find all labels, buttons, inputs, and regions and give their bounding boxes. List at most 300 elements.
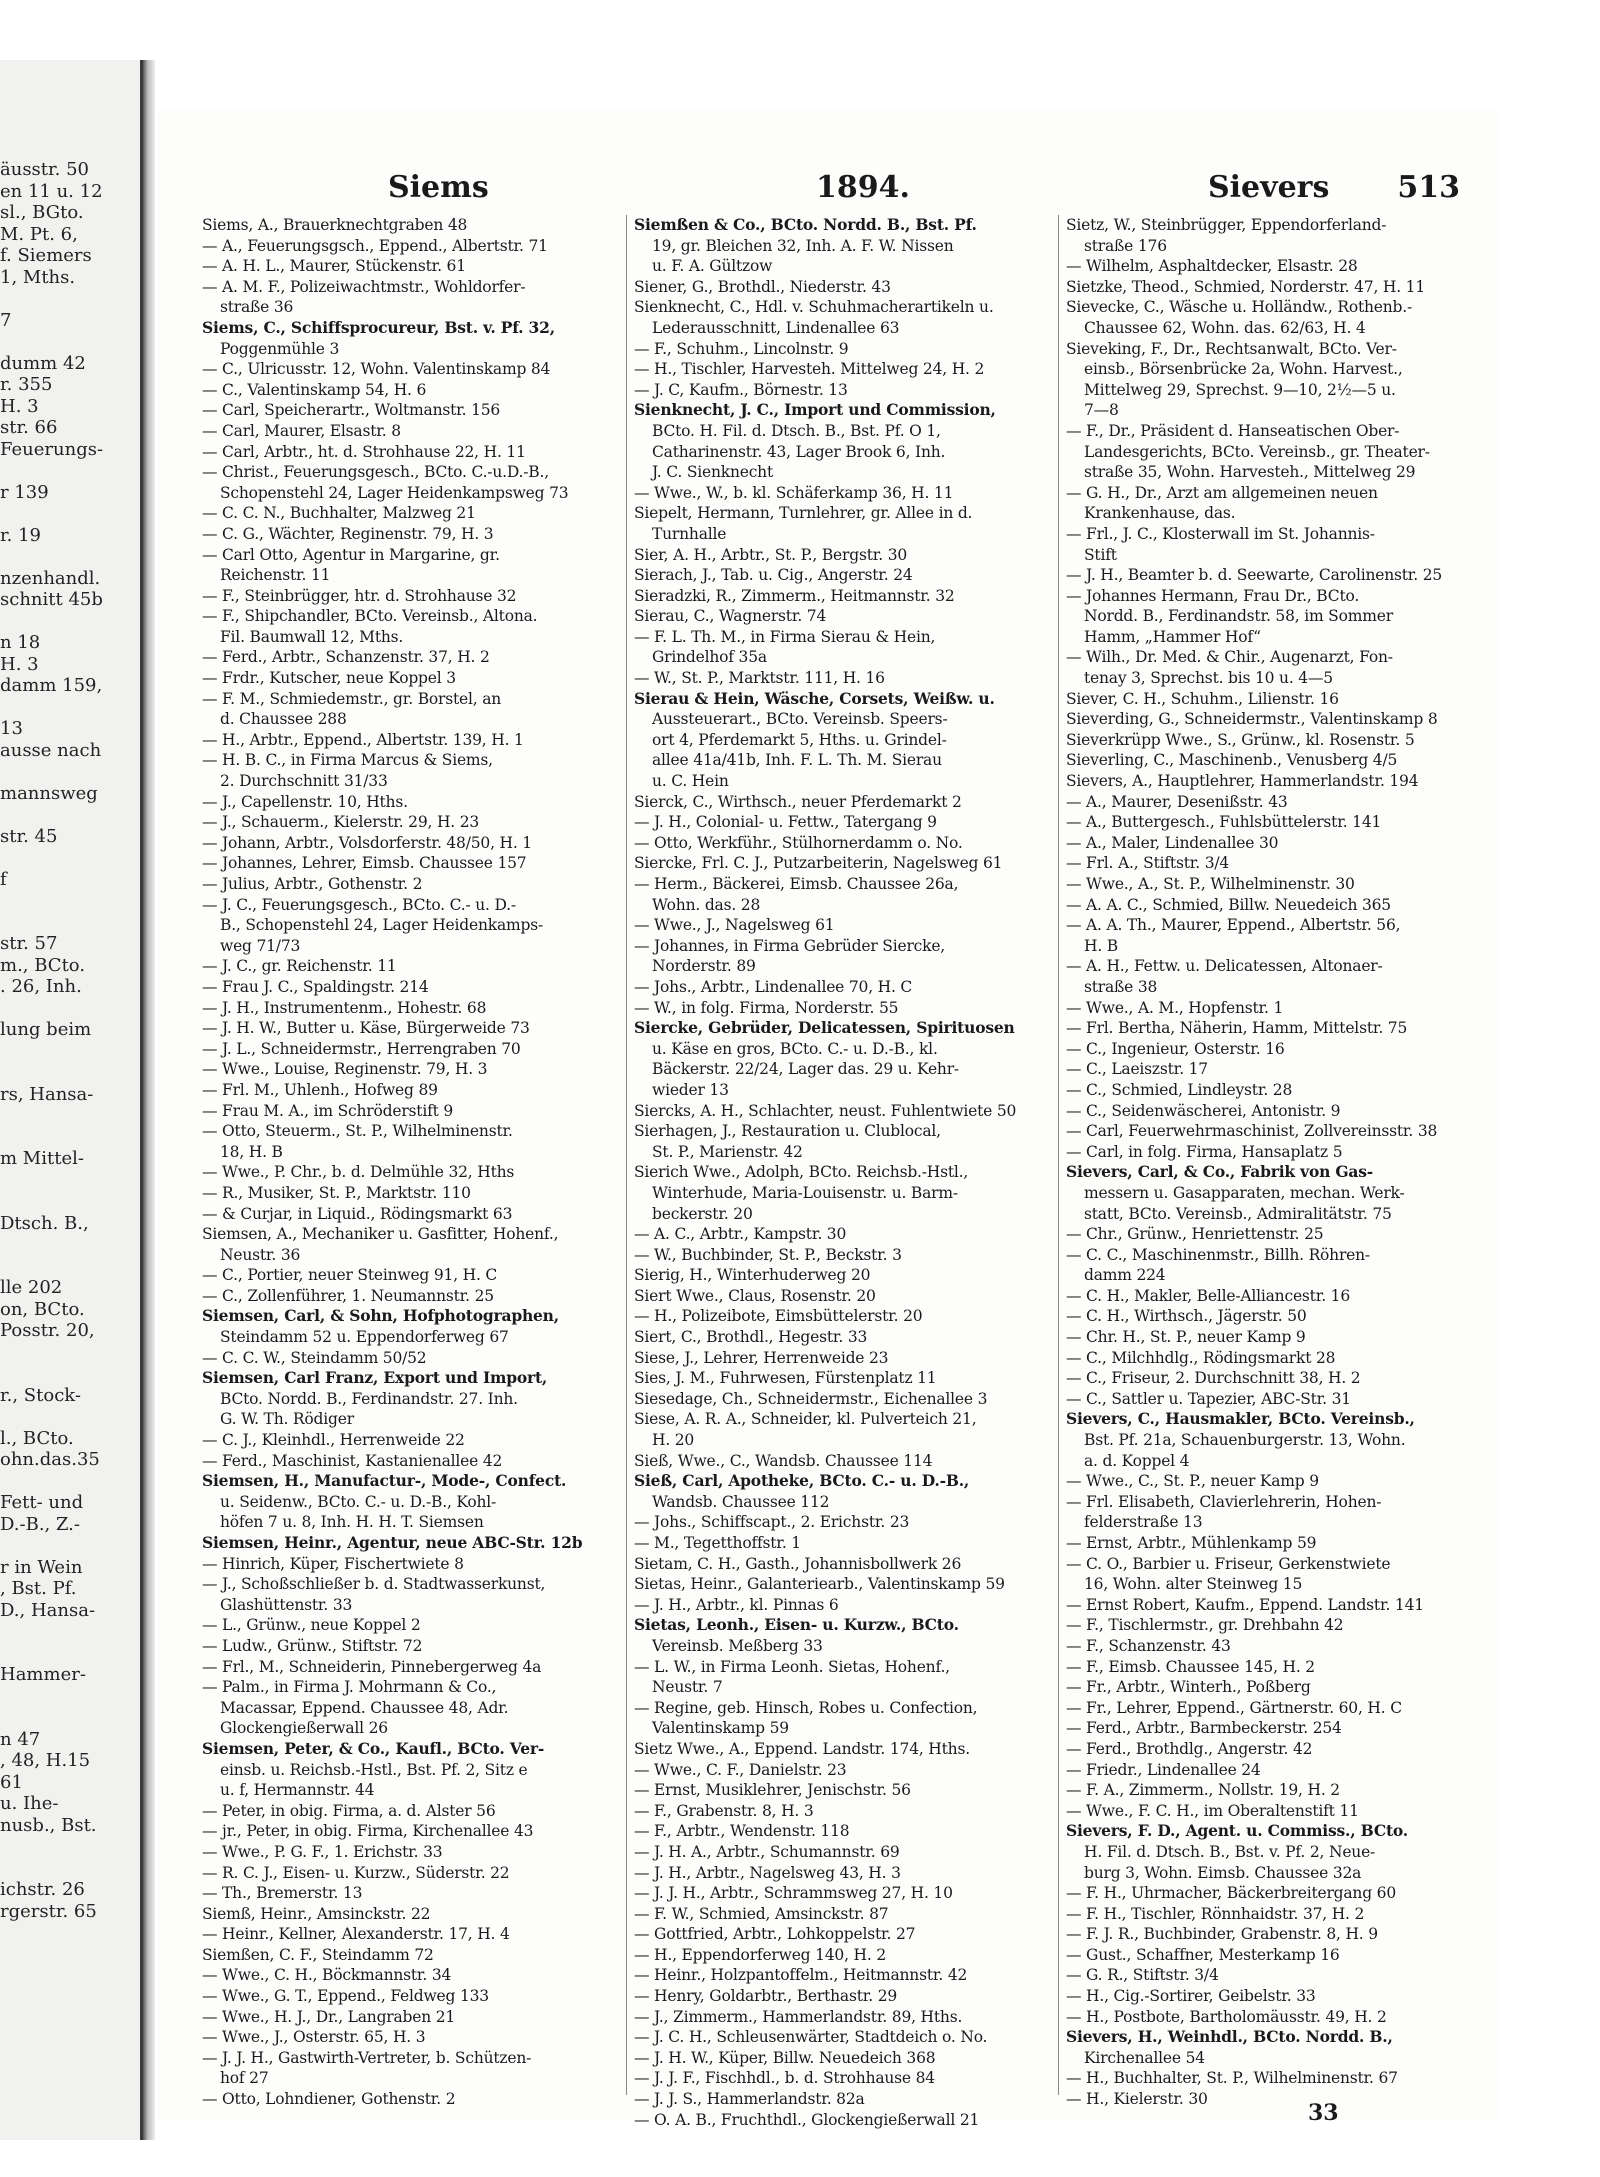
directory-entry: Siemßen & Co., BCto. Nordd. B., Bst. Pf.: [634, 215, 977, 234]
directory-entry: — J. H., Colonial- u. Fettw., Tatergang 9: [634, 813, 937, 832]
directory-entry: — F. W., Schmied, Amsinckstr. 87: [634, 1904, 889, 1923]
directory-entry: — Frau M. A., im Schröderstift 9: [202, 1101, 454, 1120]
signature-mark: 33: [1308, 2100, 1339, 2126]
directory-entry: — Peter, in obig. Firma, a. d. Alster 56: [202, 1801, 496, 1820]
directory-entry: — Johs., Schiffscapt., 2. Erichstr. 23: [634, 1513, 910, 1532]
directory-entry: — F. M., Schmiedemstr., gr. Borstel, an: [202, 689, 502, 708]
directory-entry: Reichenstr. 11: [220, 566, 331, 585]
directory-entry: damm 224: [1084, 1266, 1166, 1285]
left-page-fragment-line: H. 3: [0, 395, 39, 417]
directory-entry: — Wwe., J., Nagelsweg 61: [634, 916, 835, 935]
left-page-fragment-line: 1, Mths.: [0, 266, 76, 288]
directory-entry: — C., Ingenieur, Osterstr. 16: [1066, 1039, 1285, 1058]
header-left-word: Siems: [388, 170, 489, 205]
directory-entry: — J., Capellenstr. 10, Hths.: [202, 792, 408, 811]
left-page-fragment-line: en 11 u. 12: [0, 180, 103, 202]
left-page-fragment-line: u. Ihe-: [0, 1793, 59, 1814]
left-page-fragment-line: 13: [0, 718, 23, 739]
directory-entry: straße 38: [1084, 977, 1158, 996]
directory-entry: weg 71/73: [220, 936, 301, 955]
directory-entry: — C., Schmied, Lindleystr. 28: [1066, 1080, 1293, 1099]
directory-page: [158, 110, 1500, 2129]
directory-entry: — Frl., M., Schneiderin, Pinnebergerweg 4a: [202, 1657, 542, 1676]
directory-entry: — Chr. H., St. P., neuer Kamp 9: [1066, 1328, 1306, 1347]
directory-entry: Sieradzki, R., Zimmerm., Heitmannstr. 32: [634, 586, 955, 605]
left-page-fragment-line: r., Stock-: [0, 1384, 81, 1406]
directory-entry: Krankenhause, das.: [1084, 504, 1236, 523]
directory-entry: — Wwe., W., b. kl. Schäferkamp 36, H. 11: [634, 483, 954, 502]
directory-entry: — J. H. W., Küper, Billw. Neuedeich 368: [634, 2048, 936, 2067]
column-divider: [1058, 215, 1059, 2095]
directory-entry: 19, gr. Bleichen 32, Inh. A. F. W. Nissen: [652, 236, 954, 255]
directory-entry: u. C. Hein: [652, 772, 729, 791]
left-page-fragment-line: str. 57: [0, 933, 58, 954]
directory-entry: Bst. Pf. 21a, Schauenburgerstr. 13, Wohn.: [1084, 1431, 1406, 1450]
left-page-fragment-line: r in Wein: [0, 1556, 83, 1578]
directory-entry: Aussteuerart., BCto. Vereinsb. Speers-: [652, 710, 948, 729]
directory-entry: — Frl. A., Stiftstr. 3/4: [1066, 854, 1230, 873]
directory-entry: — C., Valentinskamp 54, H. 6: [202, 380, 427, 399]
left-page-fragment-line: Hammer-: [0, 1664, 86, 1685]
directory-entry: — H., Cig.-Sortirer, Geibelstr. 33: [1066, 1987, 1316, 2006]
directory-entry: — Gust., Schaffner, Mesterkamp 16: [1066, 1945, 1340, 1964]
directory-entry: — Frl., J. C., Klosterwall im St. Johannis-: [1066, 524, 1375, 543]
directory-entry: 18, H. B: [220, 1142, 283, 1161]
left-page-fragment-line: f. Siemers: [0, 245, 92, 266]
directory-entry: Kirchenallee 54: [1084, 2048, 1205, 2067]
directory-entry: Siems, A., Brauerknechtgraben 48: [202, 216, 468, 234]
directory-entry: — C. C., Maschinenmstr., Billh. Röhren-: [1066, 1245, 1370, 1264]
directory-entry: Siener, G., Brothdl., Niederstr. 43: [634, 277, 891, 296]
directory-entry: — Chr., Grünw., Henriettenstr. 25: [1066, 1225, 1324, 1244]
directory-entry: Norderstr. 89: [652, 957, 756, 976]
directory-entry: Sievers, H., Weinhdl., BCto. Nordd. B.,: [1066, 2027, 1393, 2047]
directory-entry: Siemsen, H., Manufactur-, Mode-, Confect.: [202, 1471, 567, 1491]
directory-entry: H. Fil. d. Dtsch. B., Bst. v. Pf. 2, Neue-: [1084, 1842, 1376, 1861]
left-page-fragment-line: m Mittel-: [0, 1148, 84, 1169]
directory-entry: Poggenmühle 3: [220, 339, 340, 358]
directory-entry: — W., Buchbinder, St. P., Beckstr. 3: [634, 1245, 902, 1264]
left-page-fragment-line: ichstr. 26: [0, 1879, 85, 1900]
left-page-fragment-line: Posstr. 20,: [0, 1320, 95, 1341]
left-page-fragment-line: Fett- und: [0, 1492, 84, 1513]
directory-entry: — Johannes, in Firma Gebrüder Siercke,: [634, 936, 946, 955]
left-page-fragment-line: äusstr. 50: [0, 159, 90, 180]
directory-entry: — C., Friseur, 2. Durchschnitt 38, H. 2: [1066, 1369, 1361, 1388]
directory-entry: 16, Wohn. alter Steinweg 15: [1084, 1575, 1303, 1594]
directory-entry: — C., Seidenwäscherei, Antonistr. 9: [1066, 1101, 1341, 1120]
directory-entry: Siemsen, A., Mechaniker u. Gasfitter, Hohenf.,: [202, 1225, 559, 1244]
directory-entry: Siems, C., Schiffsprocureur, Bst. v. Pf. 32,: [202, 317, 555, 337]
directory-entry: — Wwe., G. T., Eppend., Feldweg 133: [202, 1987, 489, 2006]
directory-entry: Siemsen, Carl, & Sohn, Hofphotographen,: [202, 1306, 559, 1326]
directory-entry: Grindelhof 35a: [652, 648, 767, 667]
directory-entry: — H., Tischler, Harvesteh. Mittelweg 24, H. 2: [634, 360, 985, 379]
column-1: [202, 215, 624, 2109]
directory-entry: höfen 7 u. 8, Inh. H. H. T. Siemsen: [220, 1513, 484, 1532]
directory-entry: — C. C. N., Buchhalter, Malzweg 21: [202, 504, 476, 523]
directory-entry: Sietz Wwe., A., Eppend. Landstr. 174, Hths.: [634, 1739, 970, 1758]
directory-entry: — Wwe., F. C. H., im Oberaltenstift 11: [1066, 1801, 1359, 1820]
directory-entry: Siercke, Frl. C. J., Putzarbeiterin, Nagelsweg 61: [634, 854, 1003, 873]
left-page-fragment-line: , Bst. Pf.: [0, 1578, 77, 1599]
directory-entry: Sierau & Hein, Wäsche, Corsets, Weißw. u.: [634, 688, 995, 708]
directory-entry: — J. J. S., Hammerlandstr. 82a: [634, 2090, 865, 2109]
directory-entry: Siesedage, Ch., Schneidermstr., Eichenallee 3: [634, 1389, 988, 1408]
left-page-fragment-line: l., BCto.: [0, 1427, 74, 1449]
left-page-fragment: [0, 60, 143, 2140]
directory-entry: — J. J. H., Arbtr., Schrammsweg 27, H. 10: [634, 1884, 953, 1903]
directory-entry: — Wwe., P. Chr., b. d. Delmühle 32, Hths: [202, 1163, 515, 1182]
left-page-fragment-line: nzenhandl.: [0, 567, 101, 589]
directory-entry: H. B: [1084, 936, 1118, 955]
directory-entry: — O. A. B., Fruchthdl., Glockengießerwall 21: [634, 2110, 980, 2129]
directory-entry: Siese, A. R. A., Schneider, kl. Pulverteich 21,: [634, 1410, 977, 1429]
directory-entry: — F., Grabenstr. 8, H. 3: [634, 1801, 814, 1820]
directory-entry: — Carl, in folg. Firma, Hansaplatz 5: [1066, 1142, 1343, 1161]
directory-entry: — H., Arbtr., Eppend., Albertstr. 139, H. 1: [202, 730, 524, 749]
left-page-fragment-line: sl., BGto.: [0, 202, 84, 223]
directory-entry: straße 35, Wohn. Harvesteh., Mittelweg 29: [1084, 463, 1416, 482]
directory-entry: — Otto, Werkführ., Stülhornerdamm o. No.: [634, 833, 963, 852]
directory-entry: Nordd. B., Ferdinandstr. 58, im Sommer: [1084, 607, 1393, 626]
directory-entry: — F., Schuhm., Lincolnstr. 9: [634, 339, 849, 358]
directory-entry: Sierig, H., Winterhuderweg 20: [634, 1266, 871, 1285]
directory-entry: Catharinenstr. 43, Lager Brook 6, Inh.: [652, 442, 946, 461]
directory-entry: Sierach, J., Tab. u. Cig., Angerstr. 24: [634, 566, 913, 585]
directory-entry: Sietas, Heinr., Galanteriearb., Valentinskamp 59: [634, 1575, 1005, 1594]
directory-entry: — C. H., Makler, Belle-Alliancestr. 16: [1066, 1286, 1350, 1305]
directory-entry: — Julius, Arbtr., Gothenstr. 2: [202, 875, 423, 893]
directory-entry: — F., Shipchandler, BCto. Vereinsb., Altona.: [202, 607, 538, 626]
directory-entry: G. W. Th. Rödiger: [220, 1410, 354, 1429]
left-page-fragment-line: m., BCto.: [0, 954, 86, 976]
directory-entry: — Regine, geb. Hinsch, Robes u. Confection,: [634, 1698, 978, 1717]
directory-entry: — Fr., Arbtr., Winterh., Poßberg: [1066, 1678, 1311, 1697]
directory-entry: — Ferd., Maschinist, Kastanienallee 42: [202, 1451, 503, 1470]
directory-entry: Macassar, Eppend. Chaussee 48, Adr.: [220, 1698, 509, 1717]
directory-entry: straße 36: [220, 298, 294, 317]
directory-entry: — J., Schoßschließer b. d. Stadtwasserkunst,: [202, 1575, 546, 1594]
directory-entry: — G. R., Stiftstr. 3/4: [1066, 1966, 1219, 1985]
directory-entry: — Fr., Lehrer, Eppend., Gärtnerstr. 60, H. C: [1066, 1698, 1402, 1717]
directory-entry: — C. G., Wächter, Reginenstr. 79, H. 3: [202, 524, 494, 543]
directory-entry: — Johann, Arbtr., Volsdorferstr. 48/50, H. 1: [202, 833, 532, 852]
directory-entry: felderstraße 13: [1084, 1513, 1203, 1532]
directory-entry: — Frl. Bertha, Näherin, Hamm, Mittelstr. 75: [1066, 1019, 1408, 1038]
directory-entry: d. Chaussee 288: [220, 710, 347, 729]
directory-entry: — F., Schanzenstr. 43: [1066, 1636, 1231, 1655]
directory-entry: — Wwe., J., Osterstr. 65, H. 3: [202, 2028, 426, 2047]
directory-entry: — & Curjar, in Liquid., Rödingsmarkt 63: [202, 1204, 513, 1223]
left-page-fragment-line: damm 159,: [0, 675, 103, 696]
left-page-fragment-line: . 26, Inh.: [0, 976, 82, 997]
directory-entry: — jr., Peter, in obig. Firma, Kirchenallee 43: [202, 1822, 534, 1841]
directory-entry: — H., Postbote, Bartholomäusstr. 49, H. 2: [1066, 2007, 1387, 2026]
column-3: [1066, 215, 1488, 2109]
left-page-fragment-line: str. 45: [0, 825, 58, 847]
directory-entry: — M., Tegetthoffstr. 1: [634, 1534, 801, 1552]
directory-entry: Sierau, C., Wagnerstr. 74: [634, 607, 827, 626]
directory-entry: beckerstr. 20: [652, 1204, 753, 1223]
directory-entry: allee 41a/41b, Inh. F. L. Th. M. Sierau: [652, 751, 942, 770]
directory-entry: — Wwe., P. G. F., 1. Erichstr. 33: [202, 1842, 443, 1861]
column-divider: [626, 215, 627, 2095]
left-page-fragment-line: D.-B., Z.-: [0, 1513, 80, 1535]
directory-entry: Sies, J. M., Fuhrwesen, Fürstenplatz 11: [634, 1369, 937, 1388]
directory-entry: St. P., Marienstr. 42: [652, 1142, 803, 1161]
directory-entry: — Johannes, Lehrer, Eimsb. Chaussee 157: [202, 854, 527, 873]
directory-entry: — Wwe., H. J., Dr., Langraben 21: [202, 2007, 456, 2026]
directory-entry: Neustr. 36: [220, 1245, 301, 1264]
directory-entry: u. F. A. Gültzow: [652, 257, 773, 276]
left-page-fragment-line: D., Hansa-: [0, 1599, 96, 1621]
directory-entry: — Otto, Lohndiener, Gothenstr. 2: [202, 2090, 456, 2109]
directory-entry: — F., Steinbrügger, htr. d. Strohhause 32: [202, 586, 517, 605]
directory-entry: Siemsen, Peter, & Co., Kaufl., BCto. Ver-: [202, 1738, 545, 1758]
running-header: [188, 170, 1460, 210]
left-page-fragment-line: 61: [0, 1771, 23, 1793]
directory-entry: — Frdr., Kutscher, neue Koppel 3: [202, 669, 456, 688]
directory-entry: Wohn. das. 28: [652, 895, 761, 914]
directory-entry: — J. J. H., Gastwirth-Vertreter, b. Schützen-: [202, 2048, 532, 2067]
directory-entry: — A. C., Arbtr., Kampstr. 30: [634, 1225, 847, 1244]
directory-entry: Sievecke, C., Wäsche u. Holländw., Rothenb.-: [1066, 298, 1413, 317]
directory-entry: Sienknecht, C., Hdl. v. Schuhmacherartikeln u.: [634, 298, 994, 317]
left-page-fragment-line: lung beim: [0, 1019, 92, 1040]
directory-entry: Fil. Baumwall 12, Mths.: [220, 627, 404, 646]
directory-entry: — H., Kielerstr. 30: [1066, 2090, 1208, 2109]
directory-entry: statt, BCto. Vereinsb., Admiralitätstr. 75: [1084, 1204, 1392, 1223]
left-page-fragment-line: str. 66: [0, 417, 58, 438]
directory-entry: — Otto, Steuerm., St. P., Wilhelminenstr.: [202, 1122, 513, 1141]
directory-entry: Sietam, C. H., Gasth., Johannisbollwerk 26: [634, 1554, 962, 1573]
directory-entry: BCto. H. Fil. d. Dtsch. B., Bst. Pf. O 1,: [652, 421, 941, 440]
directory-entry: — F., Dr., Präsident d. Hanseatischen Ober-: [1066, 421, 1400, 440]
directory-entry: — H., Eppendorferweg 140, H. 2: [634, 1945, 886, 1964]
directory-entry: burg 3, Wohn. Eimsb. Chaussee 32a: [1084, 1863, 1362, 1882]
directory-entry: Sietzke, Theod., Schmied, Norderstr. 47, H. 11: [1066, 277, 1426, 296]
directory-entry: — Th., Bremerstr. 13: [202, 1884, 363, 1903]
directory-entry: — Frl. Elisabeth, Clavierlehrerin, Hohen-: [1066, 1492, 1382, 1511]
directory-entry: — Johannes Hermann, Frau Dr., BCto.: [1066, 586, 1360, 605]
directory-entry: — J. H. A., Arbtr., Schumannstr. 69: [634, 1842, 900, 1861]
left-page-fragment-line: n 47: [0, 1728, 41, 1750]
directory-entry: Siercks, A. H., Schlachter, neust. Fuhlentwiete 50: [634, 1101, 1017, 1120]
directory-entry: Sierck, C., Wirthsch., neuer Pferdemarkt 2: [634, 792, 962, 811]
left-page-fragment-line: r. 19: [0, 524, 41, 546]
directory-entry: Sieß, Wwe., C., Wandsb. Chaussee 114: [634, 1451, 933, 1470]
directory-entry: — Ernst, Arbtr., Mühlenkamp 59: [1066, 1534, 1317, 1552]
directory-entry: — C., Sattler u. Tapezier, ABC-Str. 31: [1066, 1389, 1351, 1408]
directory-entry: — Ferd., Arbtr., Schanzenstr. 37, H. 2: [202, 648, 490, 667]
directory-entry: Landesgerichts, BCto. Vereinsb., gr. Theater-: [1084, 442, 1430, 461]
directory-entry: — J. C, Kaufm., Börnestr. 13: [634, 380, 848, 399]
directory-entry: — C., Portier, neuer Steinweg 91, H. C: [202, 1266, 498, 1285]
directory-entry: Siert, C., Brothdl., Hegestr. 33: [634, 1328, 868, 1347]
directory-entry: messern u. Gasapparaten, mechan. Werk-: [1084, 1183, 1405, 1202]
directory-entry: tenay 3, Sprechst. bis 10 u. 4—5: [1084, 669, 1333, 688]
directory-entry: Sieß, Carl, Apotheke, BCto. C.- u. D.-B.,: [634, 1471, 970, 1491]
left-page-fragment-line: lle 202: [0, 1277, 63, 1298]
directory-entry: Sienknecht, J. C., Import und Commission,: [634, 400, 996, 420]
directory-entry: Sieveking, F., Dr., Rechtsanwalt, BCto. Ver-: [1066, 339, 1397, 358]
directory-entry: — F., Tischlermstr., gr. Drehbahn 42: [1066, 1616, 1344, 1635]
directory-entry: Siercke, Gebrüder, Delicatessen, Spirituosen: [634, 1018, 1015, 1038]
directory-entry: Turnhalle: [652, 524, 727, 543]
directory-entry: H. 20: [652, 1431, 695, 1450]
left-page-fragment-line: r. 355: [0, 374, 53, 395]
directory-entry: — F., Eimsb. Chaussee 145, H. 2: [1066, 1657, 1315, 1676]
column-2: [634, 215, 1056, 2129]
directory-entry: — C. O., Barbier u. Friseur, Gerkenstwiete: [1066, 1554, 1391, 1573]
left-page-fragment-line: rgerstr. 65: [0, 1900, 97, 1922]
directory-entry: — Ernst, Musiklehrer, Jenischstr. 56: [634, 1781, 911, 1800]
directory-entry: — C., Zollenführer, 1. Neumannstr. 25: [202, 1286, 494, 1305]
directory-entry: — Carl, Maurer, Elsastr. 8: [202, 421, 401, 440]
directory-entry: — Wwe., A. M., Hopfenstr. 1: [1066, 998, 1284, 1017]
directory-entry: Bäckerstr. 22/24, Lager das. 29 u. Kehr-: [652, 1060, 959, 1079]
directory-entry: wieder 13: [652, 1080, 729, 1099]
directory-entry: — Ernst Robert, Kaufm., Eppend. Landstr. 141: [1066, 1595, 1424, 1614]
directory-entry: — Ferd., Brothdlg., Angerstr. 42: [1066, 1739, 1313, 1758]
directory-entry: — F. A., Zimmerm., Nollstr. 19, H. 2: [1066, 1781, 1340, 1800]
directory-entry: Winterhude, Maria-Louisenstr. u. Barm-: [652, 1183, 958, 1202]
directory-entry: u. f, Hermannstr. 44: [220, 1781, 375, 1800]
directory-entry: ort 4, Pferdemarkt 5, Hths. u. Grindel-: [652, 730, 947, 749]
directory-entry: — F. L. Th. M., in Firma Sierau & Hein,: [634, 627, 936, 646]
directory-entry: J. C. Sienknecht: [652, 463, 773, 482]
left-page-fragment-line: mannsweg: [0, 782, 98, 804]
directory-entry: — A., Buttergesch., Fuhlsbüttelerstr. 141: [1066, 813, 1382, 832]
directory-entry: — C. C. W., Steindamm 50/52: [202, 1348, 427, 1367]
left-page-fragment-line: schnitt 45b: [0, 589, 103, 610]
directory-entry: — C., Milchhdlg., Rödingsmarkt 28: [1066, 1348, 1336, 1367]
directory-entry: — H., Buchhalter, St. P., Wilhelminenstr. 67: [1066, 2069, 1398, 2088]
left-page-fragment-line: rs, Hansa-: [0, 1083, 94, 1105]
directory-entry: Sierich Wwe., Adolph, BCto. Reichsb.-Hstl.,: [634, 1163, 969, 1182]
directory-entry: u. Käse en gros, BCto. C.- u. D.-B., kl.: [652, 1039, 938, 1058]
directory-entry: — Wwe., C. F., Danielstr. 23: [634, 1760, 847, 1779]
directory-entry: Glashüttenstr. 33: [220, 1595, 353, 1614]
directory-entry: — H. B. C., in Firma Marcus & Siems,: [202, 751, 493, 770]
directory-entry: — J. H., Instrumentenm., Hohestr. 68: [202, 998, 487, 1017]
directory-entry: — F., Arbtr., Wendenstr. 118: [634, 1822, 850, 1841]
left-page-fragment-line: dumm 42: [0, 352, 86, 374]
directory-entry: — H., Polizeibote, Eimsbüttelerstr. 20: [634, 1307, 923, 1326]
directory-entry: — F. J. R., Buchbinder, Grabenstr. 8, H. 9: [1066, 1925, 1378, 1944]
directory-entry: Sieverling, C., Maschinenb., Venusberg 4/5: [1066, 751, 1398, 770]
left-page-fragment-line: f: [0, 868, 7, 890]
directory-entry: Siemßen, C. F., Steindamm 72: [202, 1945, 434, 1964]
directory-entry: Sievers, A., Hauptlehrer, Hammerlandstr. 194: [1066, 772, 1419, 791]
left-page-fragment-line: Feuerungs-: [0, 438, 104, 460]
directory-entry: — Henry, Goldarbtr., Berthastr. 29: [634, 1987, 898, 2006]
directory-entry: 7—8: [1084, 401, 1119, 420]
directory-entry: — J. L., Schneidermstr., Herrengraben 70: [202, 1039, 521, 1058]
directory-entry: — Carl, Feuerwehrmaschinist, Zollvereinsstr. 38: [1066, 1122, 1438, 1141]
directory-entry: Mittelweg 29, Sprechst. 9—10, 2½—5 u.: [1084, 380, 1396, 399]
directory-entry: — W., in folg. Firma, Norderstr. 55: [634, 998, 899, 1017]
directory-entry: — L., Grünw., neue Koppel 2: [202, 1616, 421, 1635]
directory-entry: — F. H., Tischler, Rönnhaidstr. 37, H. 2: [1066, 1904, 1365, 1923]
directory-entry: — A. A. Th., Maurer, Eppend., Albertstr. 56,: [1066, 916, 1401, 935]
directory-entry: — J. C., gr. Reichenstr. 11: [202, 957, 397, 976]
directory-entry: Lederausschnitt, Lindenallee 63: [652, 318, 900, 337]
directory-entry: — Heinr., Holzpantoffelm., Heitmannstr. 42: [634, 1966, 968, 1985]
directory-entry: — A., Maurer, Desenißstr. 43: [1066, 792, 1288, 811]
directory-entry: — J. H., Beamter b. d. Seewarte, Carolinenstr. 25: [1066, 566, 1443, 585]
directory-entry: — R., Musiker, St. P., Marktstr. 110: [202, 1183, 471, 1202]
directory-entry: — J., Schauerm., Kielerstr. 29, H. 23: [202, 813, 480, 832]
left-page-fragment-line: r 139: [0, 481, 49, 503]
directory-entry: Siemß, Heinr., Amsinckstr. 22: [202, 1904, 431, 1923]
directory-entry: Sievers, C., Hausmakler, BCto. Vereinsb.,: [1066, 1409, 1415, 1429]
directory-entry: — Heinr., Kellner, Alexanderstr. 17, H. 4: [202, 1925, 510, 1944]
directory-entry: — J. J. F., Fischhdl., b. d. Strohhause 84: [634, 2069, 935, 2088]
directory-entry: Siese, J., Lehrer, Herrenweide 23: [634, 1348, 889, 1367]
directory-entry: hof 27: [220, 2069, 269, 2088]
left-page-fragment-line: , 48, H.15: [0, 1750, 91, 1771]
directory-entry: — A., Feuerungsgsch., Eppend., Albertstr. 71: [202, 236, 548, 255]
directory-entry: Sievers, F. D., Agent. u. Commiss., BCto.: [1066, 1821, 1408, 1841]
directory-entry: Siert Wwe., Claus, Rosenstr. 20: [634, 1286, 876, 1305]
directory-entry: — Carl Otto, Agentur in Margarine, gr.: [202, 545, 500, 564]
directory-entry: straße 176: [1084, 236, 1167, 255]
directory-entry: — Friedr., Lindenallee 24: [1066, 1760, 1261, 1779]
directory-entry: — Wwe., C. H., Böckmannstr. 34: [202, 1966, 452, 1985]
directory-entry: Sierhagen, J., Restauration u. Clublocal,: [634, 1122, 941, 1141]
directory-entry: Hamm, „Hammer Hof“: [1084, 627, 1261, 646]
directory-entry: Sieverding, G., Schneidermstr., Valentinskamp 8: [1066, 710, 1438, 729]
directory-entry: — Johs., Arbtr., Lindenallee 70, H. C: [634, 977, 913, 996]
directory-entry: — Herm., Bäckerei, Eimsb. Chaussee 26a,: [634, 875, 959, 893]
directory-entry: Glockengießerwall 26: [220, 1719, 388, 1738]
page-number: 513: [1397, 170, 1460, 205]
directory-entry: Sietz, W., Steinbrügger, Eppendorferland-: [1066, 216, 1387, 234]
left-page-fragment-line: M. Pt. 6,: [0, 223, 78, 245]
directory-entry: Sier, A. H., Arbtr., St. P., Bergstr. 30: [634, 545, 908, 564]
directory-entry: Valentinskamp 59: [652, 1719, 789, 1738]
directory-entry: Wandsb. Chaussee 112: [652, 1492, 830, 1511]
directory-entry: — L. W., in Firma Leonh. Sietas, Hohenf.,: [634, 1657, 950, 1676]
directory-entry: — Christ., Feuerungsgesch., BCto. C.-u.D.-B.,: [202, 463, 549, 482]
directory-entry: Sieverkrüpp Wwe., S., Grünw., kl. Rosenstr. 5: [1066, 730, 1415, 749]
directory-entry: — Palm., in Firma J. Mohrmann & Co.,: [202, 1678, 497, 1697]
directory-entry: — J. C., Feuerungsgesch., BCto. C.- u. D.-: [202, 895, 516, 914]
directory-entry: — Ludw., Grünw., Stiftstr. 72: [202, 1636, 423, 1655]
directory-entry: Sievers, Carl, & Co., Fabrik von Gas-: [1066, 1162, 1373, 1182]
directory-entry: a. d. Koppel 4: [1084, 1451, 1190, 1470]
left-page-fragment-line: 7: [0, 309, 12, 331]
directory-entry: Siemsen, Heinr., Agentur, neue ABC-Str. 12b: [202, 1533, 583, 1552]
directory-entry: — G. H., Dr., Arzt am allgemeinen neuen: [1066, 483, 1378, 502]
left-page-fragment-line: n 18: [0, 632, 41, 653]
directory-entry: — W., St. P., Marktstr. 111, H. 16: [634, 669, 885, 688]
left-page-fragment-line: ausse nach: [0, 739, 102, 761]
directory-entry: — J. H., Arbtr., Nagelsweg 43, H. 3: [634, 1863, 901, 1882]
directory-entry: — Hinrich, Küper, Fischertwiete 8: [202, 1554, 464, 1573]
directory-entry: — Ferd., Arbtr., Barmbeckerstr. 254: [1066, 1719, 1342, 1738]
left-page-fragment-line: Dtsch. B.,: [0, 1212, 89, 1234]
directory-entry: — Carl, Speicherartr., Woltmanstr. 156: [202, 401, 501, 420]
directory-entry: — C., Ulricusstr. 12, Wohn. Valentinskamp 84: [202, 360, 551, 379]
header-year: 1894.: [816, 170, 910, 205]
left-page-fragment-line: ohn.das.35: [0, 1449, 100, 1470]
directory-entry: — Gottfried, Arbtr., Lohkoppelstr. 27: [634, 1925, 916, 1944]
directory-entry: Stift: [1084, 545, 1117, 564]
directory-entry: Chaussee 62, Wohn. das. 62/63, H. 4: [1084, 318, 1366, 337]
